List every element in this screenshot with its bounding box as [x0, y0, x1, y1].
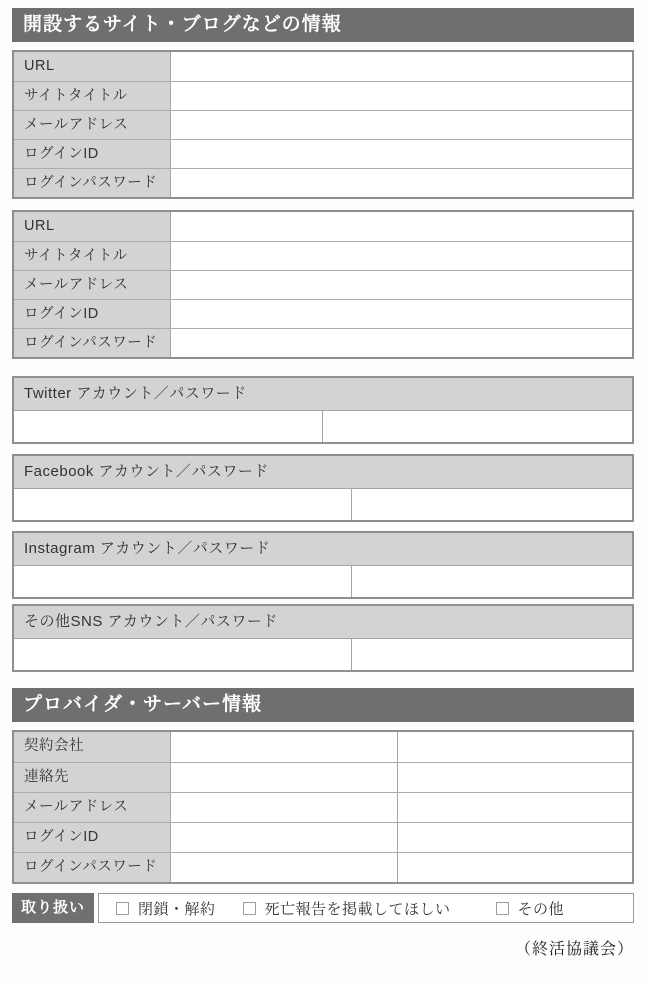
table-row: [14, 639, 632, 670]
other-sns-password-input[interactable]: [352, 639, 632, 670]
table-row: [14, 852, 632, 882]
facebook-password-input[interactable]: [352, 489, 632, 520]
login-id-label: ログインID: [14, 300, 171, 328]
handling-option-other[interactable]: [496, 898, 565, 919]
other-sns-table: [12, 604, 634, 672]
checkbox-other-icon[interactable]: [496, 902, 509, 915]
login-password-input[interactable]: [171, 853, 398, 882]
contact-note-input[interactable]: [398, 763, 632, 792]
section-header-provider: [12, 688, 634, 722]
login-id-label: ログインID: [14, 823, 171, 852]
table-row: [14, 52, 632, 81]
table-row: [14, 566, 632, 597]
url-input[interactable]: [171, 52, 632, 81]
handling-option-label: 死亡報告を掲載してほしい: [264, 900, 451, 918]
facebook-header: Facebook アカウント／パスワード: [14, 456, 632, 489]
table-row: [14, 792, 632, 822]
provider-table: [12, 730, 634, 884]
login-id-note-input[interactable]: [398, 823, 632, 852]
table-row: [14, 328, 632, 357]
email-label: メールアドレス: [14, 271, 171, 299]
login-id-label: ログインID: [14, 140, 171, 168]
handling-option-label: その他: [517, 900, 565, 918]
email-label: メールアドレス: [14, 111, 171, 139]
table-row: [14, 212, 632, 241]
instagram-table: [12, 531, 634, 599]
checkbox-close-cancel-icon[interactable]: [116, 902, 129, 915]
login-password-input[interactable]: [171, 169, 632, 197]
site-title-input[interactable]: [171, 242, 632, 270]
contract-company-note-input[interactable]: [398, 732, 632, 762]
email-label: メールアドレス: [14, 793, 171, 822]
login-id-input[interactable]: [171, 823, 398, 852]
handling-row: [12, 893, 634, 923]
site-table-1: [12, 50, 634, 199]
twitter-password-input[interactable]: [323, 411, 632, 442]
twitter-header: Twitter アカウント／パスワード: [14, 378, 632, 411]
login-password-label: ログインパスワード: [14, 853, 171, 882]
contract-company-input[interactable]: [171, 732, 398, 762]
other-sns-header: その他SNS アカウント／パスワード: [14, 606, 632, 639]
handling-option-close-cancel[interactable]: [116, 898, 216, 919]
table-row: [14, 762, 632, 792]
url-input[interactable]: [171, 212, 632, 241]
contact-input[interactable]: [171, 763, 398, 792]
table-row: [14, 489, 632, 520]
instagram-header: Instagram アカウント／パスワード: [14, 533, 632, 566]
url-label: URL: [14, 212, 171, 241]
table-row: [14, 822, 632, 852]
credit-text: （終活協議会）: [514, 941, 634, 958]
contract-company-label: 契約会社: [14, 732, 171, 762]
table-row: [14, 168, 632, 197]
table-row: [14, 270, 632, 299]
login-id-input[interactable]: [171, 140, 632, 168]
site-title-label: サイトタイトル: [14, 242, 171, 270]
handling-label: 取り扱い: [12, 893, 94, 923]
section-title: 開設するサイト・ブログなどの情報: [23, 14, 342, 35]
site-title-label: サイトタイトル: [14, 82, 171, 110]
email-input[interactable]: [171, 111, 632, 139]
site-table-2: [12, 210, 634, 359]
login-password-input[interactable]: [171, 329, 632, 357]
checkbox-death-report-icon[interactable]: [243, 902, 256, 915]
facebook-account-input[interactable]: [14, 489, 352, 520]
url-label: URL: [14, 52, 171, 81]
instagram-password-input[interactable]: [352, 566, 632, 597]
email-note-input[interactable]: [398, 793, 632, 822]
table-row: [14, 110, 632, 139]
table-row: [14, 299, 632, 328]
instagram-account-input[interactable]: [14, 566, 352, 597]
other-sns-account-input[interactable]: [14, 639, 352, 670]
twitter-table: [12, 376, 634, 444]
login-password-label: ログインパスワード: [14, 169, 171, 197]
login-id-input[interactable]: [171, 300, 632, 328]
table-row: [14, 81, 632, 110]
table-row: [14, 732, 632, 762]
twitter-account-input[interactable]: [14, 411, 323, 442]
table-row: [14, 241, 632, 270]
section-header-sites: [12, 8, 634, 42]
handling-option-label: 閉鎖・解約: [138, 900, 216, 918]
email-input[interactable]: [171, 793, 398, 822]
handling-options-box: [98, 893, 634, 923]
email-input[interactable]: [171, 271, 632, 299]
login-password-label: ログインパスワード: [14, 329, 171, 357]
section-title: プロバイダ・サーバー情報: [23, 694, 263, 715]
handling-option-death-report[interactable]: [243, 898, 451, 919]
table-row: [14, 139, 632, 168]
site-title-input[interactable]: [171, 82, 632, 110]
table-row: [14, 411, 632, 442]
login-password-note-input[interactable]: [398, 853, 632, 882]
facebook-table: [12, 454, 634, 522]
contact-label: 連絡先: [14, 763, 171, 792]
